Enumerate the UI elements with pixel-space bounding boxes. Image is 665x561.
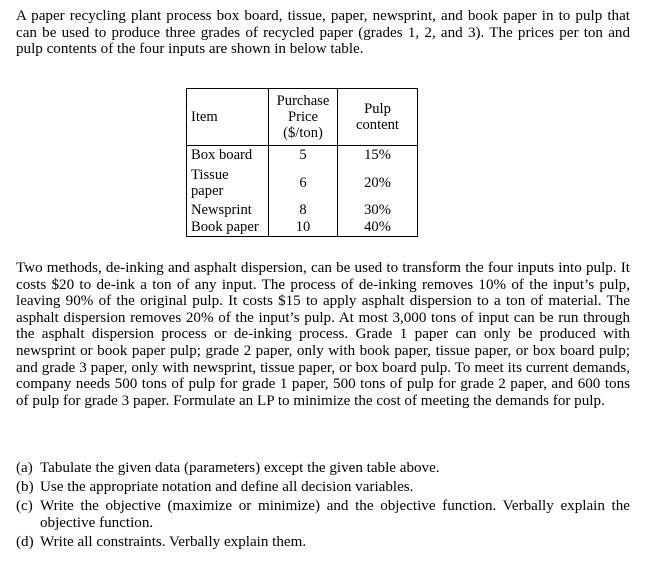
list-item [16, 460, 630, 477]
header-pulp-content: Pulp content [338, 89, 418, 146]
question-marker: (a) [16, 460, 33, 476]
cell-pulp: 30% [338, 202, 418, 219]
input-data-table [186, 88, 418, 237]
question-text: Use the appropriate notation and define all decision variables. [40, 479, 414, 496]
table-row [187, 219, 418, 237]
question-text: Write all constraints. Verbally explain them. [40, 534, 307, 551]
list-item [16, 534, 630, 551]
question-text: Write the objective (maximize or minimize) and the objective function. Verbally explain the objective function. [40, 498, 630, 531]
question-marker: (b) [16, 479, 34, 496]
intro-paragraph: A paper recycling plant process box board, tissue, paper, newsprint, and book paper in to pulp that can be used to produce three grades of recycled paper (grades 1, 2, and 3). The prices per ton and pulp contents of the four inputs are shown in below table. [16, 8, 630, 58]
question-marker: (c) [16, 498, 33, 515]
table-row [187, 164, 418, 202]
problem-description: Two methods, de-inking and asphalt dispersion, can be used to transform the four inputs into pulp. It costs $20 to de-ink a ton of any input. The process of de-inking removes 10% of the input’s pulp, leaving 90% of the original pulp. It costs $15 to apply asphalt dispersion to a ton of material. The asphalt dispersion removes 20% of the input’s pulp. At most 3,000 tons of input can be run through the asphalt dispersion process or de-inking process. Grade 1 paper can only be produced with newsprint or book paper pulp; grade 2 paper, only with book paper, tissue paper, or box board pulp; and grade 3 paper, only with newsprint, tissue paper, or box board pulp. To meet its current demands, company needs 500 tons of pulp for grade 1 paper, 500 tons of pulp for grade 2 paper, and 600 tons of pulp for grade 3 paper. Formulate an LP to minimize the cost of meeting the demands for pulp. [16, 260, 630, 409]
header-purchase-price: Purchase Price ($/ton) [269, 89, 338, 146]
list-item [16, 479, 630, 496]
header-item: Item [187, 89, 269, 146]
table-header-row [187, 89, 418, 146]
cell-item: Book paper [187, 219, 269, 237]
question-text: Tabulate the given data (parameters) except the given table above. [40, 460, 440, 476]
cell-item: Newsprint [187, 202, 269, 219]
table-row [187, 202, 418, 219]
cell-price: 8 [269, 202, 338, 219]
cell-pulp: 15% [338, 146, 418, 164]
cell-pulp: 20% [338, 164, 418, 202]
cell-item: Box board [187, 146, 269, 164]
table-row [187, 146, 418, 164]
cell-price: 6 [269, 164, 338, 202]
cell-price: 10 [269, 219, 338, 237]
question-list [16, 460, 630, 553]
question-marker: (d) [16, 534, 34, 551]
cell-pulp: 40% [338, 219, 418, 237]
cell-price: 5 [269, 146, 338, 164]
list-item [16, 498, 630, 531]
cell-item: Tissue paper [187, 164, 269, 202]
